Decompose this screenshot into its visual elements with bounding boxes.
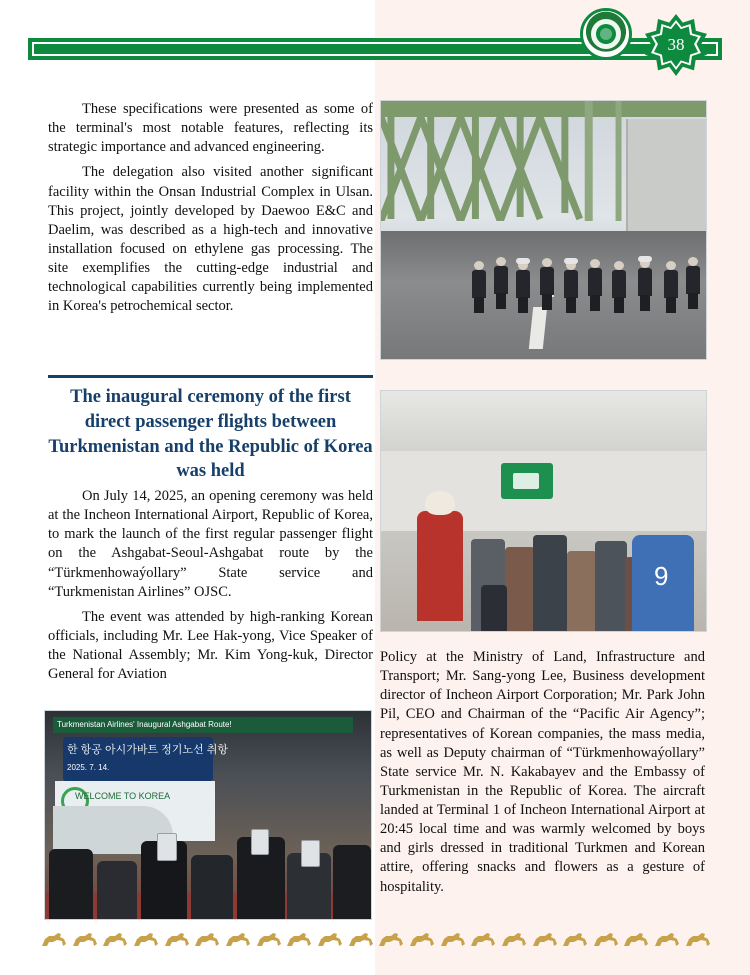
horse-icon <box>316 930 344 950</box>
horse-icon <box>224 930 252 950</box>
paragraph: The event was attended by high-ranking Korean officials, including Mr. Lee Hak-yong, Vice Speaker of the National Assembly; Mr. Kim Yong-kuk, Director General for Aviation <box>48 608 373 683</box>
photo-booth-text: WELCOME TO KOREA <box>75 791 171 801</box>
photo-people-group <box>471 241 701 313</box>
horse-icon <box>469 930 497 950</box>
horse-icon <box>377 930 405 950</box>
horse-icon <box>193 930 221 950</box>
horse-icon <box>561 930 589 950</box>
page-number-badge <box>645 14 707 76</box>
horse-icon <box>71 930 99 950</box>
state-emblem-icon <box>580 8 632 60</box>
article-headline: The inaugural ceremony of the first direct passenger flights between Turkmenistan and the Republic of Korea was held <box>48 387 373 482</box>
photo-ceremony-press-conference <box>44 710 372 920</box>
horse-icon <box>163 930 191 950</box>
page-number: 38 <box>667 35 685 54</box>
paragraph: Policy at the Ministry of Land, Infrastructure and Transport; Mr. Sang-yong Lee, Business development director of Incheon Airport Corporation; Mr. Park John Pil, CEO and Chairman of the “Pacific Air Agency”; representatives of Korean companies, the mass media, as well as Deputy chairman of “Türkmenhowaýollary” State service Mr. N. Kakabayev and the Embassy of Turkmenistan in the Republic of Korea. The aircraft landed at Terminal 1 of Incheon International Airport at 20:45 local time and was warmly welcomed by boys and girls dressed in traditional Turkmen and Korean attire, offering snacks and flowers as a gesture of hospitality. <box>380 649 705 895</box>
photo-smartphone <box>301 840 320 867</box>
photo-smartphone <box>157 833 177 861</box>
paragraph: The delegation also visited another significant facility within the Onsan Industrial Complex in Ulsan. This project, jointly developed by Daewoo E&C and Daelim, was described as a high-tech and innovative installation focused on ethylene gas processing. The site exemplifies the cutting-edge industrial and technological capabilities currently being implemented in Korea's petrochemical sector. <box>48 164 373 315</box>
horse-icon <box>500 930 528 950</box>
left-column-mid-text <box>48 487 373 690</box>
headline-divider <box>48 375 373 378</box>
horse-icon <box>347 930 375 950</box>
horse-icon <box>653 930 681 950</box>
horse-icon <box>132 930 160 950</box>
paragraph: On July 14, 2025, an opening ceremony was held at the Incheon International Airport, Republic of Korea, to mark the launch of the first regular passenger flight on the Ashgabat-Seoul-Ashgabat route by the “Türkmenhowaýollary” State service and “Turkmenistan Airlines” OJSC. <box>48 488 373 600</box>
photo-blue-jersey <box>632 535 694 631</box>
photo-screen-text-korean: 한 항공 아시가바트 정기노선 취항 <box>67 744 228 756</box>
horse-icon <box>408 930 436 950</box>
paragraph: These specifications were presented as some of the terminal's most notable features, reflecting its strategic importance and advanced engineering. <box>48 101 373 156</box>
horse-icon <box>622 930 650 950</box>
emblem-carpet-guls <box>596 24 616 44</box>
horse-border-ornament <box>40 927 712 953</box>
photo-banner-text: Turkmenistan Airlines' Inaugural Ashgabat Route! <box>57 720 232 729</box>
horse-icon <box>255 930 283 950</box>
horse-icon <box>439 930 467 950</box>
horse-icon <box>101 930 129 950</box>
photo-smartphone <box>251 829 269 855</box>
horse-icon <box>684 930 712 950</box>
horse-icon <box>285 930 313 950</box>
photo-exit-sign <box>501 463 553 499</box>
photo-host-in-red-dress <box>417 511 463 621</box>
horse-icon <box>531 930 559 950</box>
right-column-bottom-text <box>380 648 705 903</box>
photo-airport-welcome-crowd <box>380 390 707 632</box>
horse-icon <box>592 930 620 950</box>
photo-screen-text-date: 2025. 7. 14. <box>67 763 110 772</box>
left-column-top-text <box>48 100 373 322</box>
horse-icon <box>40 930 68 950</box>
photo-industrial-bridge-delegation <box>380 100 707 360</box>
photo-press-crowd <box>45 823 371 919</box>
